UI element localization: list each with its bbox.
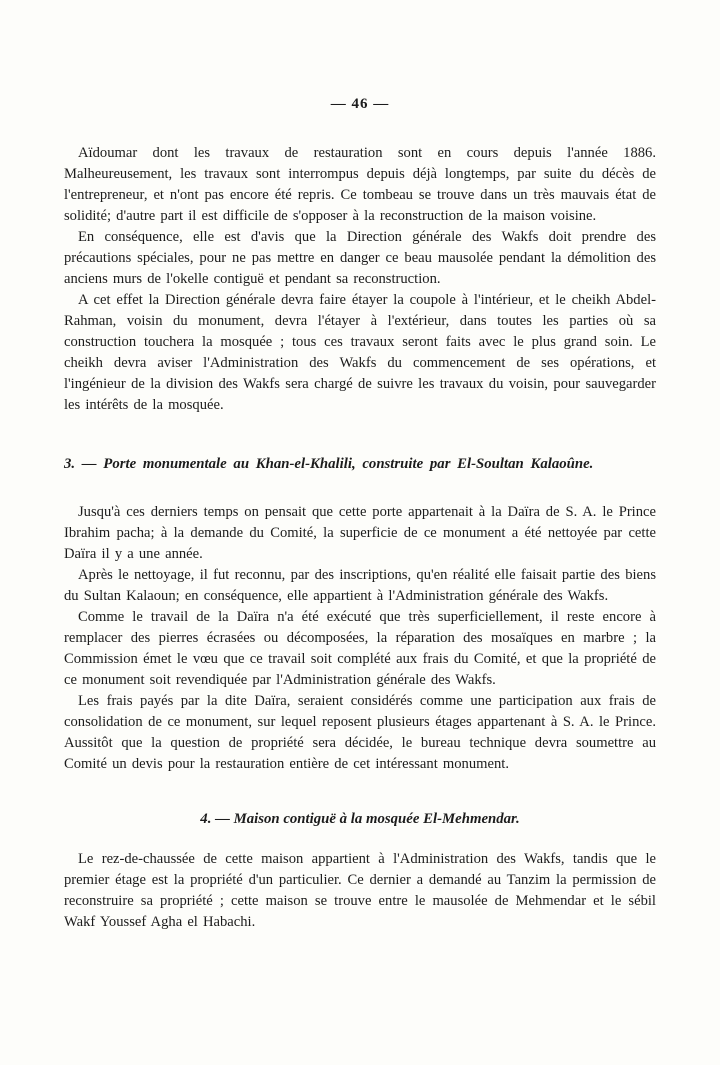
paragraph: Les frais payés par la dite Daïra, seraient considérés comme une participation aux frais de consolidation de ce monument, sur lequel reposent plusieurs étages appartenant à S. A. le Prince. Aussitôt que la question de propriété sera décidée, le bureau technique devra soumettre au Comité un devis pour la restauration entière de cet intéressant monument. [64,693,656,772]
paragraph: En conséquence, elle est d'avis que la Direction générale des Wakfs doit prendre des précautions spéciales, pour ne pas mettre en danger ce beau mausolée pendant la démolition des anciens murs de l'okelle contiguë et pendant sa reconstruction. [64,229,656,287]
section-3-heading: 3. — Porte monumentale au Khan-el-Khalili, construite par El-Soultan Kalaoûne. [64,456,594,472]
paragraph: Jusqu'à ces derniers temps on pensait que cette porte appartenait à la Daïra de S. A. le Prince Ibrahim pacha; à la demande du Comité, la superficie de ce monument a été nettoyée par cette Daïra il y a une année. [64,504,656,562]
paragraph: Après le nettoyage, il fut reconnu, par des inscriptions, qu'en réalité elle faisait partie des biens du Sultan Kalaoun; en conséquence, elle appartient à l'Administration générale des Wakfs. [64,567,656,604]
paragraph: Aïdoumar dont les travaux de restauration sont en cours depuis l'année 1886. Malheureusement, les travaux sont interrompus depuis déjà longtemps, par suite du décès de l'entrepreneur, et n'ont pas encore été repris. Ce tombeau se trouve dans un très mauvais état de solidité; d'autre part il est difficile de s'opposer à la reconstruction de la maison voisine. [64,145,656,224]
paragraph: Comme le travail de la Daïra n'a été exécuté que très superficiellement, il reste encore à remplacer des pierres écrasées ou décomposées, la réparation des mosaïques en marbre ; la Commission émet le vœu que ce travail soit complété aux frais du Comité, et que la propriété de ce monument soit revendiquée par l'Administration générale des Wakfs. [64,609,656,688]
page-number: — 46 — [330,96,390,112]
paragraph: A cet effet la Direction générale devra faire étayer la coupole à l'intérieur, et le cheikh Abdel-Rahman, voisin du monument, devra l'étayer à l'extérieur, dans toutes les parties où sa construction touchera la mosquée ; tous ces travaux seront faits avec le plus grand soin. Le cheikh devra aviser l'Administration des Wakfs du commencement de ses opérations, et l'ingénieur de la division des Wakfs sera chargé de suivre les travaux du voisin, pour sauvegarder les intérêts de la mosquée. [64,292,656,413]
paragraph: Le rez-de-chaussée de cette maison appartient à l'Administration des Wakfs, tandis que le premier étage est la propriété d'un particulier. Ce dernier a demandé au Tanzim la permission de reconstruire sa propriété ; cette maison se trouve entre le mausolée de Mehmendar et le sébil Wakf Youssef Agha el Habachi. [64,851,656,930]
section-4-heading: 4. — Maison contiguë à la mosquée El-Mehmendar. [200,811,520,827]
